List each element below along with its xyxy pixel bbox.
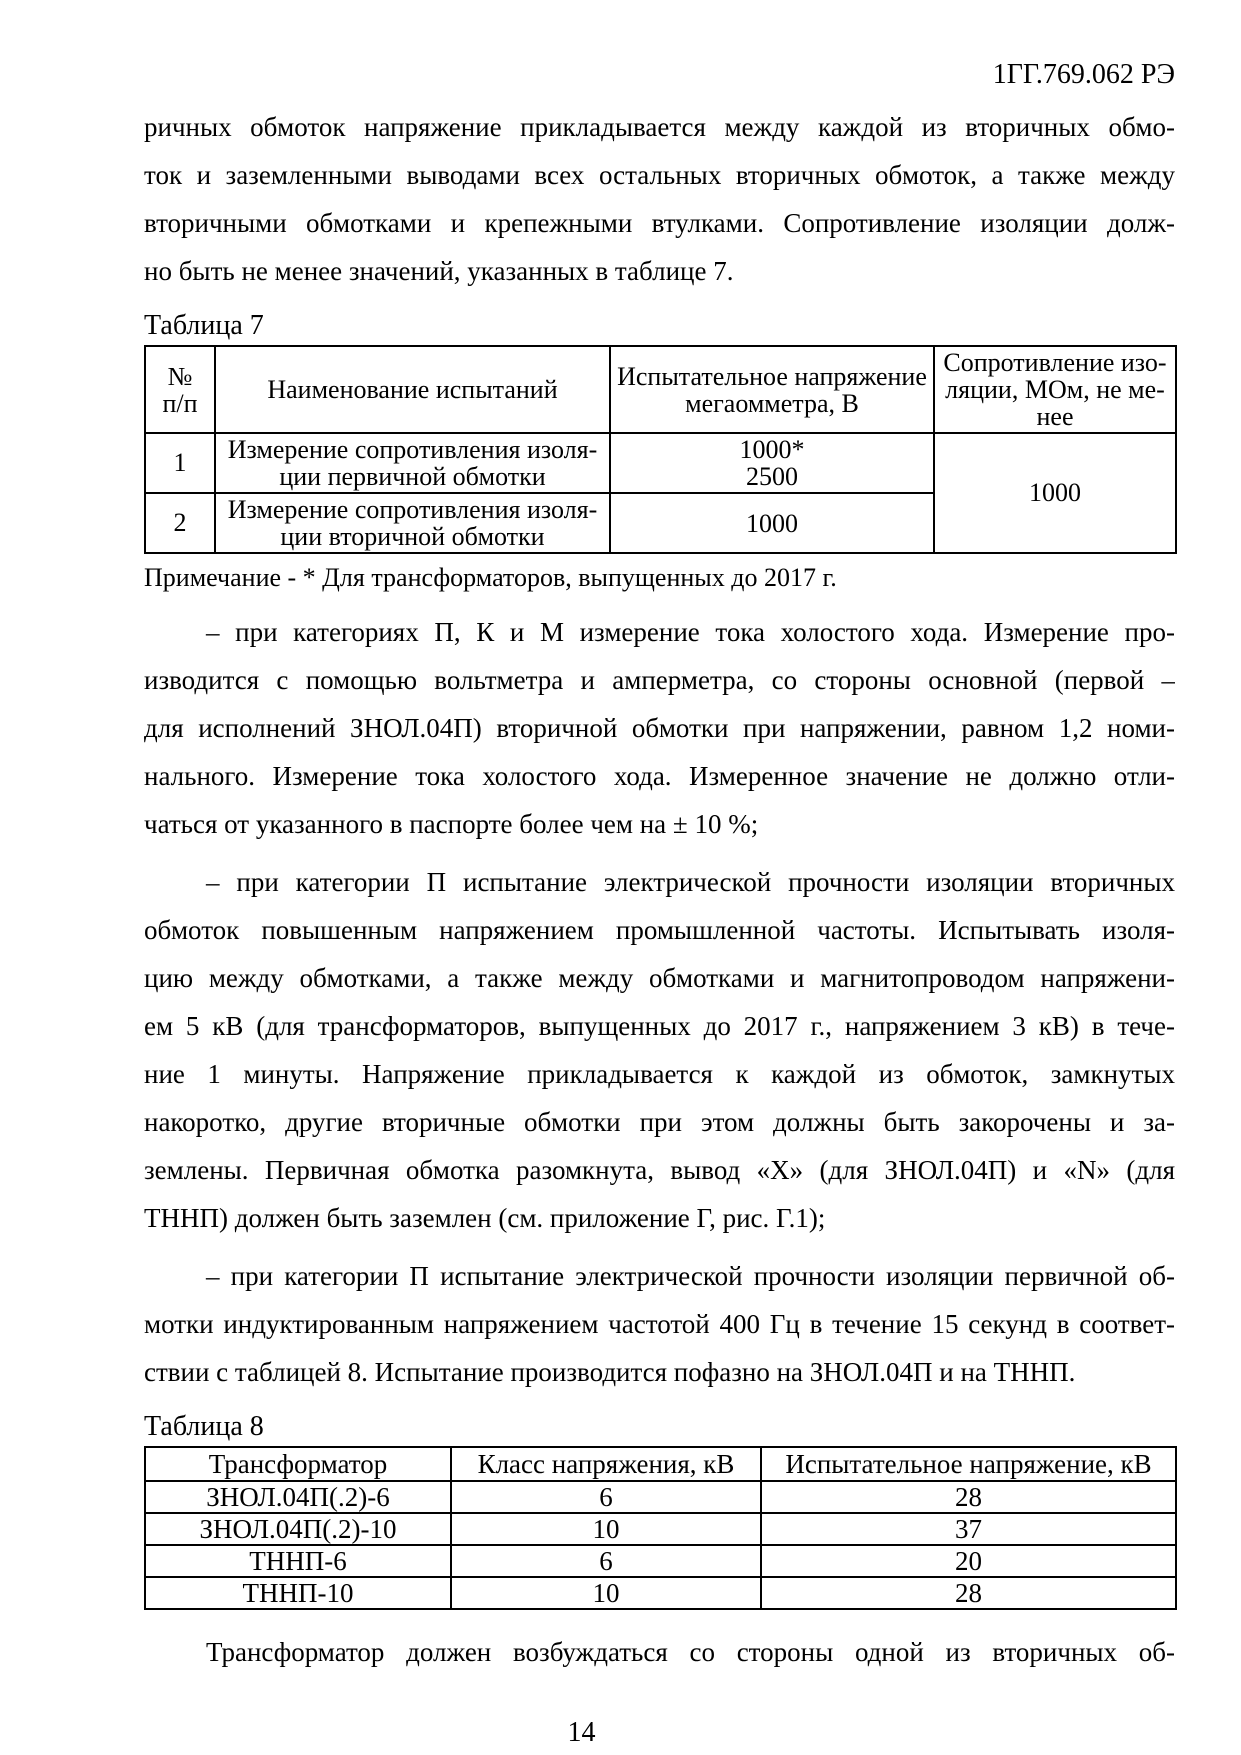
table8-cell: 37 bbox=[761, 1513, 1176, 1545]
table8-cell: 28 bbox=[761, 1577, 1176, 1609]
table8-cell: ТННП-10 bbox=[145, 1577, 451, 1609]
table8-cell: ЗНОЛ.04П(.2)-10 bbox=[145, 1513, 451, 1545]
table8-row bbox=[145, 1513, 1176, 1545]
paragraph-line: цию между обмотками, а также между обмотками и магнитопроводом напряжени- bbox=[144, 963, 1175, 993]
paragraph-line: Трансформатор должен возбуждаться со стороны одной из вторичных об- bbox=[206, 1637, 1175, 1667]
paragraph-line: нального. Измерение тока холостого хода. Измеренное значение не должно отли- bbox=[144, 761, 1175, 791]
paragraph-1 bbox=[144, 103, 1175, 295]
paragraph-line: ток и заземленными выводами всех остальных вторичных обмоток, а также между bbox=[144, 160, 1175, 190]
table8-cell: 10 bbox=[451, 1577, 761, 1609]
table7-cell-voltage: 1000* 2500 bbox=[610, 433, 934, 493]
paragraph-line: ем 5 кВ (для трансформаторов, выпущенных до 2017 г., напряжением 3 кВ) в тече- bbox=[144, 1011, 1175, 1041]
table-8 bbox=[144, 1446, 1177, 1610]
table8-row bbox=[145, 1577, 1176, 1609]
paragraph-line: чаться от указанного в паспорте более чем на ± 10 %; bbox=[144, 809, 759, 839]
table8-cell: 6 bbox=[451, 1481, 761, 1513]
table7-header-row bbox=[145, 346, 1176, 433]
table-7 bbox=[144, 345, 1177, 554]
table7-cell-resistance-merged: 1000 bbox=[934, 433, 1176, 553]
table7-row bbox=[145, 433, 1176, 493]
paragraph-line: но быть не менее значений, указанных в таблице 7. bbox=[144, 256, 734, 286]
paragraph-line: накоротко, другие вторичные обмотки при этом должны быть закорочены и за- bbox=[144, 1107, 1175, 1137]
table8-cell: 28 bbox=[761, 1481, 1176, 1513]
table7-header-num: № п/п bbox=[145, 346, 215, 433]
table8-header-voltage-class: Класс напряжения, кВ bbox=[451, 1447, 761, 1481]
table7-cell-name: Измерение сопротивления изоля- ции первичной обмотки bbox=[215, 433, 610, 493]
paragraph-line: изводится с помощью вольтметра и амперметра, со стороны основной (первой – bbox=[144, 665, 1175, 695]
paragraph-line: вторичными обмотками и крепежными втулками. Сопротивление изоляции долж- bbox=[144, 208, 1175, 238]
table7-cell-voltage: 1000 bbox=[610, 493, 934, 553]
table8-cell: ТННП-6 bbox=[145, 1545, 451, 1577]
paragraph-line: – при категории П испытание электрической прочности изоляции вторичных bbox=[206, 867, 1175, 897]
page-number: 14 bbox=[567, 1717, 596, 1748]
table7-footnote: Примечание - * Для трансформаторов, выпущенных до 2017 г. bbox=[144, 563, 837, 592]
table7-header-resistance: Сопротивление изо- ляции, МОм, не ме- нее bbox=[934, 346, 1176, 433]
table8-header-transformer: Трансформатор bbox=[145, 1447, 451, 1481]
table7-header-voltage: Испытательное напряжение мегаомметра, В bbox=[610, 346, 934, 433]
paragraph-3 bbox=[144, 858, 1175, 1242]
document-code: 1ГГ.769.062 РЭ bbox=[992, 59, 1175, 90]
paragraph-5 bbox=[144, 1628, 1175, 1676]
table8-row bbox=[145, 1481, 1176, 1513]
paragraph-line: для исполнений ЗНОЛ.04П) вторичной обмотки при напряжении, равном 1,2 номи- bbox=[144, 713, 1175, 743]
table8-cell: 10 bbox=[451, 1513, 761, 1545]
paragraph-line: – при категориях П, К и М измерение тока холостого хода. Измерение про- bbox=[206, 617, 1175, 647]
table7-cell-num: 2 bbox=[145, 493, 215, 553]
paragraph-line: – при категории П испытание электрической прочности изоляции первичной об- bbox=[206, 1261, 1175, 1291]
table7-caption: Таблица 7 bbox=[144, 310, 264, 341]
table8-caption: Таблица 8 bbox=[144, 1411, 264, 1442]
table7-header-name: Наименование испытаний bbox=[215, 346, 610, 433]
paragraph-line: ние 1 минуты. Напряжение прикладывается к каждой из обмоток, замкнутых bbox=[144, 1059, 1175, 1089]
paragraph-2 bbox=[144, 608, 1175, 848]
paragraph-4 bbox=[144, 1252, 1175, 1396]
table8-header-test-voltage: Испытательное напряжение, кВ bbox=[761, 1447, 1176, 1481]
paragraph-line: ствии с таблицей 8. Испытание производится пофазно на ЗНОЛ.04П и на ТННП. bbox=[144, 1357, 1076, 1387]
paragraph-line: ТННП) должен быть заземлен (см. приложение Г, рис. Г.1); bbox=[144, 1203, 826, 1233]
table8-cell: 6 bbox=[451, 1545, 761, 1577]
table8-row bbox=[145, 1545, 1176, 1577]
paragraph-line: обмоток повышенным напряжением промышленной частоты. Испытывать изоля- bbox=[144, 915, 1175, 945]
table8-header-row bbox=[145, 1447, 1176, 1481]
paragraph-line: ричных обмоток напряжение прикладывается между каждой из вторичных обмо- bbox=[144, 112, 1175, 142]
paragraph-line: землены. Первичная обмотка разомкнута, вывод «Х» (для ЗНОЛ.04П) и «N» (для bbox=[144, 1155, 1175, 1185]
table8-cell: 20 bbox=[761, 1545, 1176, 1577]
table7-cell-name: Измерение сопротивления изоля- ции вторичной обмотки bbox=[215, 493, 610, 553]
table7-cell-num: 1 bbox=[145, 433, 215, 493]
paragraph-line: мотки индуктированным напряжением частотой 400 Гц в течение 15 секунд в соответ- bbox=[144, 1309, 1175, 1339]
table8-cell: ЗНОЛ.04П(.2)-6 bbox=[145, 1481, 451, 1513]
